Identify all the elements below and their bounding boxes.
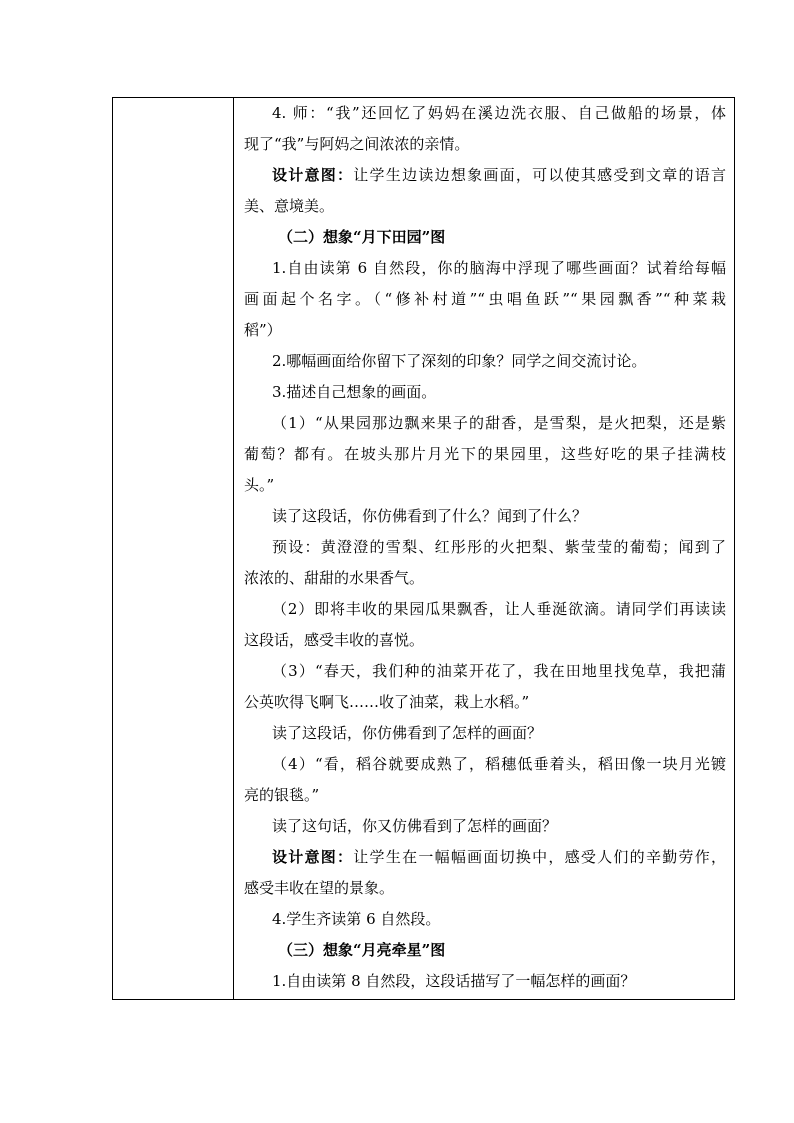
design-intent-line: [244, 165, 726, 185]
right-column-cell: [234, 98, 734, 999]
paragraph-line: 4.学生齐读第 6 自然段。: [272, 910, 441, 928]
paragraph-line: 稻”）: [244, 321, 282, 339]
paragraph-line: 2.哪幅画面给你留下了深刻的印象？同学之间交流讨论。: [272, 352, 647, 370]
paragraph-line: 这段话，感受丰收的喜悦。: [244, 631, 425, 649]
paragraph-line: 3.描述自己想象的画面。: [272, 383, 437, 401]
left-column-cell: [113, 98, 234, 999]
design-intent-label: 设计意图：: [272, 166, 354, 184]
design-intent-line: [244, 847, 726, 867]
paragraph-line: （3）“春天，我们种的油菜开花了，我在田地里找兔草，我把蒲: [272, 662, 726, 680]
paragraph-line: 4. 师：“我”还回忆了妈妈在溪边洗衣服、自己做船的场景，体: [272, 104, 726, 122]
lesson-plan-table: [112, 97, 735, 1000]
paragraph-line: （4）“看，稻谷就要成熟了，稻穗低垂着头，稻田像一块月光镀: [272, 755, 726, 773]
section-heading: （三）想象“月亮牵星”图: [278, 941, 446, 959]
paragraph-line: 头。”: [244, 476, 275, 494]
paragraph-line: 1.自由读第 6 自然段，你的脑海中浮现了哪些画面？试着给每幅: [272, 259, 726, 277]
paragraph-line: 现了“我”与阿妈之间浓浓的亲情。: [244, 135, 470, 153]
paragraph-line: 读了这段话，你仿佛看到了怎样的画面？: [272, 724, 543, 742]
design-intent-label: 设计意图：: [272, 848, 354, 866]
design-intent-text: 让学生在一幅幅画面切换中，感受人们的辛勤劳作，: [353, 848, 726, 866]
paragraph-line: 读了这段话，你仿佛看到了什么？闻到了什么？: [272, 507, 588, 525]
paragraph-line: 美、意境美。: [244, 197, 335, 215]
paragraph-line: 预设：黄澄澄的雪梨、红彤彤的火把梨、紫莹莹的葡萄；闻到了: [272, 538, 726, 556]
paragraph-line: 浓浓的、甜甜的水果香气。: [244, 569, 425, 587]
paragraph-line: 感受丰收在望的景象。: [244, 879, 395, 897]
paragraph-line: 读了这句话，你又仿佛看到了怎样的画面？: [272, 817, 558, 835]
paragraph-line: 1.自由读第 8 自然段，这段话描写了一幅怎样的画面？: [272, 972, 636, 990]
paragraph-line: 葡萄？都有。在坡头那片月光下的果园里，这些好吃的果子挂满枝: [244, 445, 726, 463]
paragraph-line: （2）即将丰收的果园瓜果飘香，让人垂涎欲滴。请同学们再读读: [272, 600, 726, 618]
paragraph-line: 公英吹得飞啊飞……收了油菜，栽上水稻。”: [244, 693, 530, 711]
paragraph-line: （1）“从果园那边飘来果子的甜香，是雪梨，是火把梨，还是紫: [272, 414, 726, 432]
section-heading: （二）想象“月下田园”图: [278, 228, 446, 246]
paragraph-line: 亮的银毯。”: [244, 786, 320, 804]
paragraph-line: 画面起个名字。（“修补村道”“虫唱鱼跃”“果园飘香”“种菜栽: [244, 290, 726, 308]
design-intent-text: 让学生边读边想象画面，可以使其感受到文章的语言: [353, 166, 726, 184]
